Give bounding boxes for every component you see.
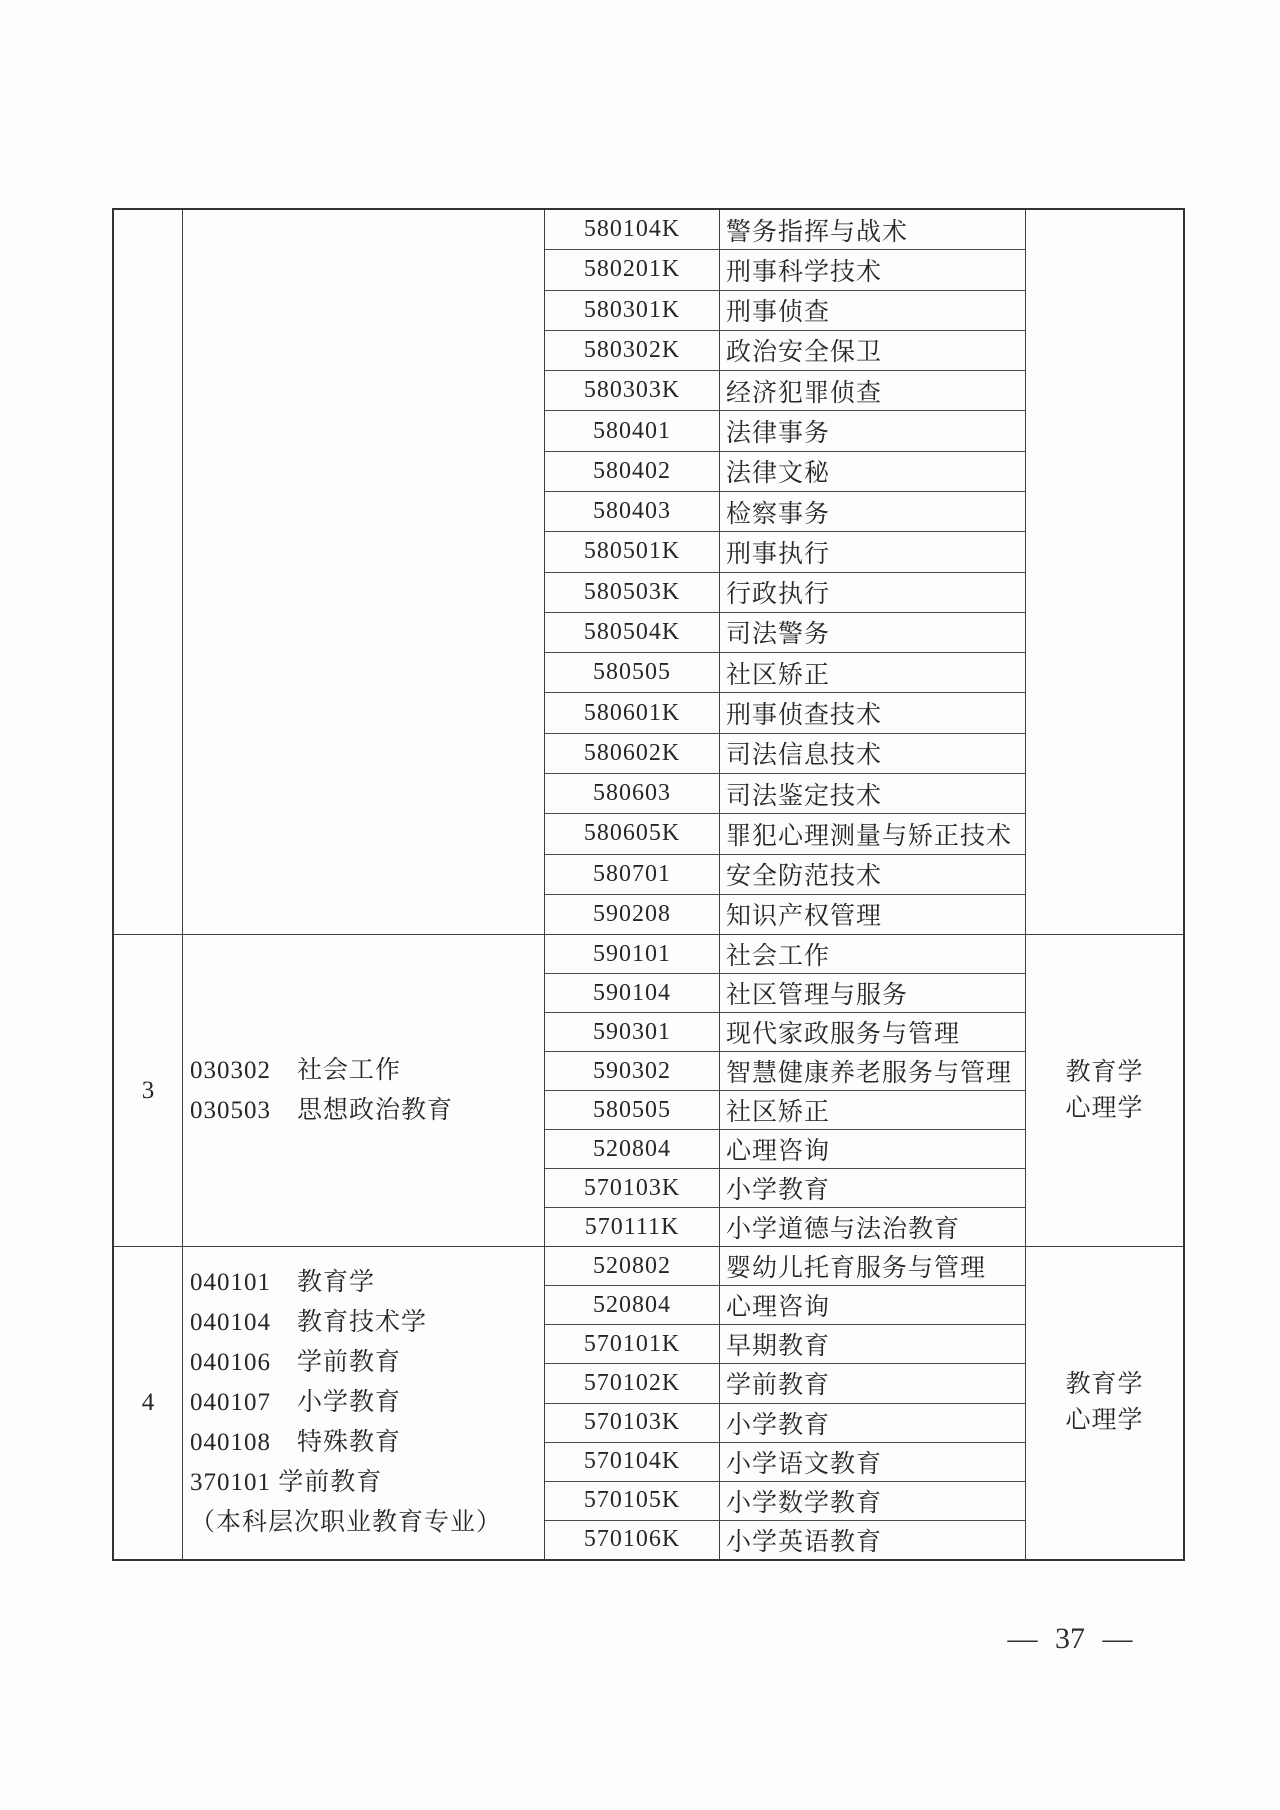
college-major-name: 司法信息技术 — [720, 734, 1026, 773]
exam-subject: 心理学 — [1065, 1407, 1144, 1434]
college-major-row — [545, 1286, 1026, 1325]
college-major-code: 580402 — [545, 452, 720, 491]
undergrad-major-line: 370101 学前教育 — [190, 1469, 383, 1496]
college-major-code: 590208 — [545, 895, 720, 934]
college-major-name: 罪犯心理测量与矫正技术 — [720, 814, 1026, 853]
college-major-name: 警务指挥与战术 — [720, 210, 1026, 249]
college-major-code: 570106K — [545, 1521, 720, 1559]
undergrad-major-line: （本科层次职业教育专业） — [190, 1509, 503, 1536]
college-major-name: 小学语文教育 — [720, 1443, 1026, 1481]
row-number-cell — [114, 210, 183, 934]
exam-subjects-cell — [1026, 935, 1183, 1246]
college-major-code: 520804 — [545, 1130, 720, 1168]
exam-subject: 心理学 — [1065, 1094, 1144, 1122]
college-major-name: 心理咨询 — [720, 1130, 1026, 1168]
college-major-name: 经济犯罪侦查 — [720, 371, 1026, 410]
college-major-name: 社区管理与服务 — [720, 974, 1026, 1012]
college-major-name: 早期教育 — [720, 1325, 1026, 1363]
undergrad-major-line: 040107 小学教育 — [190, 1389, 402, 1416]
college-major-name: 法律事务 — [720, 411, 1026, 450]
college-major-row — [545, 331, 1026, 371]
college-major-row — [545, 774, 1026, 814]
college-major-name: 行政执行 — [720, 573, 1026, 612]
college-major-row — [545, 291, 1026, 331]
table-row-group-continued — [114, 210, 1183, 935]
exam-subject: 教育学 — [1065, 1371, 1144, 1398]
college-major-row — [545, 210, 1026, 250]
college-major-code: 580401 — [545, 411, 720, 450]
college-major-name: 刑事执行 — [720, 532, 1026, 571]
college-major-code: 570111K — [545, 1208, 720, 1246]
college-major-name: 社区矫正 — [720, 1091, 1026, 1129]
college-major-name: 刑事科学技术 — [720, 250, 1026, 289]
college-major-code: 570103K — [545, 1169, 720, 1207]
college-major-name: 心理咨询 — [720, 1286, 1026, 1324]
college-major-code: 580501K — [545, 532, 720, 571]
college-major-row — [545, 1052, 1026, 1091]
college-major-code: 590302 — [545, 1052, 720, 1090]
college-major-row — [545, 1482, 1026, 1521]
college-major-code: 580605K — [545, 814, 720, 853]
college-major-row — [545, 1013, 1026, 1052]
college-major-name: 小学数学教育 — [720, 1482, 1026, 1520]
college-majors-list — [545, 935, 1026, 1246]
undergrad-major-line: 040106 学前教育 — [190, 1349, 402, 1376]
college-major-row — [545, 613, 1026, 653]
college-major-name: 婴幼儿托育服务与管理 — [720, 1247, 1026, 1285]
college-major-name: 政治安全保卫 — [720, 331, 1026, 370]
exam-subjects-cell — [1026, 210, 1183, 934]
college-major-row — [545, 1130, 1026, 1169]
college-major-code: 580602K — [545, 734, 720, 773]
undergrad-major-line: 030302 社会工作 — [190, 1056, 402, 1084]
college-major-name: 小学英语教育 — [720, 1521, 1026, 1559]
undergrad-major-line: 030503 思想政治教育 — [190, 1096, 454, 1124]
college-major-row — [545, 895, 1026, 934]
college-major-name: 法律文秘 — [720, 452, 1026, 491]
college-major-row — [545, 814, 1026, 854]
college-major-name: 学前教育 — [720, 1364, 1026, 1402]
college-major-row — [545, 573, 1026, 613]
college-major-row — [545, 855, 1026, 895]
college-major-name: 检察事务 — [720, 492, 1026, 531]
exam-subjects-cell — [1026, 1247, 1183, 1559]
college-major-code: 580505 — [545, 653, 720, 692]
college-major-code: 580303K — [545, 371, 720, 410]
college-major-row — [545, 452, 1026, 492]
college-major-name: 司法警务 — [720, 613, 1026, 652]
college-major-row — [545, 653, 1026, 693]
college-major-row — [545, 734, 1026, 774]
undergrad-majors-cell — [183, 935, 545, 1246]
undergrad-majors-cell — [183, 1247, 545, 1559]
college-major-name: 小学教育 — [720, 1404, 1026, 1442]
college-major-row — [545, 1091, 1026, 1130]
college-major-code: 580302K — [545, 331, 720, 370]
college-major-row — [545, 1325, 1026, 1364]
college-major-code: 570101K — [545, 1325, 720, 1363]
college-major-code: 520802 — [545, 1247, 720, 1285]
college-major-code: 580504K — [545, 613, 720, 652]
college-major-row — [545, 1208, 1026, 1246]
college-major-code: 570104K — [545, 1443, 720, 1481]
college-major-name: 知识产权管理 — [720, 895, 1026, 934]
college-major-name: 社区矫正 — [720, 653, 1026, 692]
college-major-row — [545, 1521, 1026, 1559]
college-major-row — [545, 250, 1026, 290]
undergrad-majors-cell — [183, 210, 545, 934]
college-major-name: 小学道德与法治教育 — [720, 1208, 1026, 1246]
college-major-code: 520804 — [545, 1286, 720, 1324]
college-major-name: 刑事侦查 — [720, 291, 1026, 330]
college-major-row — [545, 935, 1026, 974]
college-major-code: 590301 — [545, 1013, 720, 1051]
college-major-code: 580301K — [545, 291, 720, 330]
college-major-row — [545, 371, 1026, 411]
college-major-name: 智慧健康养老服务与管理 — [720, 1052, 1026, 1090]
college-major-row — [545, 411, 1026, 451]
college-major-code: 580201K — [545, 250, 720, 289]
college-major-name: 司法鉴定技术 — [720, 774, 1026, 813]
undergrad-major-line: 040104 教育技术学 — [190, 1309, 428, 1336]
college-major-name: 安全防范技术 — [720, 855, 1026, 894]
college-major-row — [545, 492, 1026, 532]
college-major-name: 小学教育 — [720, 1169, 1026, 1207]
college-major-name: 现代家政服务与管理 — [720, 1013, 1026, 1051]
college-major-code: 590101 — [545, 935, 720, 973]
college-major-code: 570103K — [545, 1404, 720, 1442]
row-number-cell: 3 — [114, 935, 183, 1246]
college-major-code: 580503K — [545, 573, 720, 612]
college-major-code: 580505 — [545, 1091, 720, 1129]
college-major-code: 580701 — [545, 855, 720, 894]
college-major-code: 580403 — [545, 492, 720, 531]
table-row-group-3 — [114, 935, 1183, 1247]
undergrad-major-line: 040108 特殊教育 — [190, 1429, 402, 1456]
major-mapping-table — [112, 208, 1185, 1561]
college-major-code: 580104K — [545, 210, 720, 249]
exam-subject: 教育学 — [1065, 1058, 1144, 1086]
college-majors-list — [545, 1247, 1026, 1559]
table-row-group-4 — [114, 1247, 1183, 1559]
page-number: — 37 — — [1007, 1622, 1133, 1655]
college-major-code: 580601K — [545, 693, 720, 732]
college-major-name: 刑事侦查技术 — [720, 693, 1026, 732]
college-major-row — [545, 532, 1026, 572]
college-major-code: 570102K — [545, 1364, 720, 1402]
college-majors-list — [545, 210, 1026, 934]
college-major-row — [545, 693, 1026, 733]
college-major-code: 570105K — [545, 1482, 720, 1520]
college-major-row — [545, 1443, 1026, 1482]
college-major-code: 580603 — [545, 774, 720, 813]
college-major-row — [545, 1404, 1026, 1443]
college-major-name: 社会工作 — [720, 935, 1026, 973]
college-major-row — [545, 1247, 1026, 1286]
college-major-row — [545, 1169, 1026, 1208]
college-major-code: 590104 — [545, 974, 720, 1012]
college-major-row — [545, 1364, 1026, 1403]
college-major-row — [545, 974, 1026, 1013]
row-number-cell: 4 — [114, 1247, 183, 1559]
undergrad-major-line: 040101 教育学 — [190, 1269, 376, 1296]
